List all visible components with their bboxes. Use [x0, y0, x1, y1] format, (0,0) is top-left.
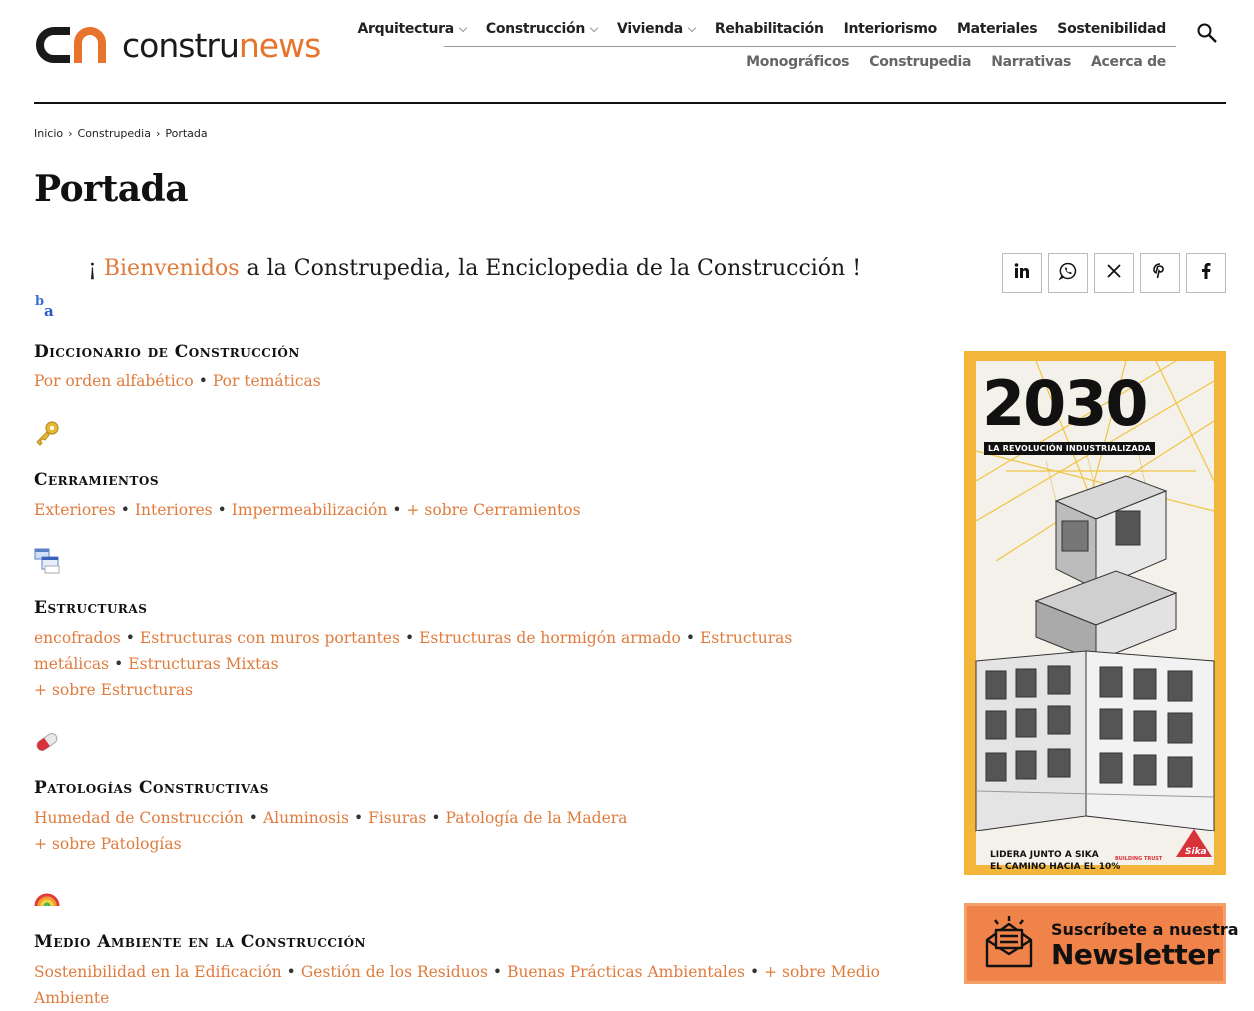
- topic-link[interactable]: Patología de la Madera: [445, 809, 628, 827]
- breadcrumb-item[interactable]: Inicio: [34, 127, 64, 140]
- nav-item-sostenibilidad[interactable]: [1057, 21, 1166, 37]
- windows-icon: [34, 548, 60, 574]
- topic-link[interactable]: Sostenibilidad en la Edificación: [34, 963, 282, 981]
- topic-link[interactable]: Por temáticas: [212, 372, 321, 390]
- nav-item-label: Materiales: [956, 21, 1038, 37]
- nav-item-label: Vivienda: [617, 21, 683, 37]
- chevron-down-icon: [590, 23, 598, 31]
- topic-link[interactable]: Aluminosis: [262, 809, 349, 827]
- link-separator: •: [353, 809, 364, 827]
- ad-tagline: LA REVOLUCIÓN INDUSTRIALIZADA: [984, 442, 1155, 455]
- section-links-patologias: [34, 805, 924, 857]
- topic-link[interactable]: Interiores: [134, 501, 213, 519]
- share-linkedin-button[interactable]: [1002, 253, 1042, 293]
- chevron-down-icon: [688, 23, 696, 31]
- breadcrumb-separator: ›: [155, 127, 161, 140]
- topic-link[interactable]: Impermeabilización: [231, 501, 388, 519]
- ad-year: 2030: [982, 367, 1147, 440]
- svg-text:a: a: [44, 302, 54, 320]
- link-row: [34, 368, 924, 394]
- page-title: Portada: [34, 168, 189, 210]
- nav-item-materiales[interactable]: [957, 21, 1037, 37]
- link-separator: •: [286, 963, 296, 981]
- welcome-open: ¡: [88, 256, 104, 281]
- topic-link[interactable]: Por orden alfabético: [34, 372, 194, 390]
- advertisement-banner[interactable]: [964, 351, 1226, 875]
- nav-item-label: Construcción: [485, 21, 586, 37]
- section-title-estructuras: Estructuras: [34, 598, 148, 618]
- logo-mark-icon: [34, 23, 118, 67]
- breadcrumb-separator: ›: [68, 127, 73, 140]
- topic-link[interactable]: + sobre Cerramientos: [406, 501, 581, 519]
- share-facebook-button[interactable]: [1186, 253, 1226, 293]
- site-logo[interactable]: [34, 22, 344, 68]
- nav-secondary-item-3[interactable]: Acerca de: [1091, 54, 1166, 70]
- newsletter-line-2: Newsletter: [1051, 938, 1220, 971]
- ad-cta-line-1: LIDERA JUNTO A SIKA: [990, 850, 1099, 860]
- nav-item-label: Arquitectura: [357, 21, 454, 37]
- link-separator: •: [492, 963, 503, 981]
- link-row: [34, 677, 924, 703]
- link-separator: •: [404, 629, 415, 647]
- nav-item-interiorismo[interactable]: [844, 21, 937, 37]
- primary-navigation: [357, 12, 1176, 47]
- link-row: [34, 805, 924, 831]
- breadcrumb-item[interactable]: Construpedia: [77, 127, 151, 140]
- logo-part-1: constru: [122, 25, 239, 65]
- newsletter-signup-banner[interactable]: [964, 903, 1239, 984]
- sika-logo-icon: [1174, 827, 1214, 859]
- nav-item-rehabilitación[interactable]: [715, 21, 824, 37]
- nav-item-label: Sostenibilidad: [1057, 21, 1166, 37]
- topic-link[interactable]: Estructuras Mixtas: [128, 655, 279, 673]
- ad-cta-line-2: EL CAMINO HACIA EL 10%: [990, 862, 1121, 872]
- nav-item-label: Interiorismo: [843, 21, 937, 37]
- pinterest-icon: [1153, 263, 1167, 283]
- link-separator: •: [125, 629, 135, 647]
- topic-link[interactable]: + sobre Medio Ambiente: [34, 963, 880, 1007]
- share-x-button[interactable]: [1094, 253, 1134, 293]
- facebook-icon: [1201, 263, 1211, 283]
- chevron-down-icon: [459, 23, 467, 31]
- nav-secondary-item-1[interactable]: Construpedia: [869, 54, 972, 70]
- link-row: [34, 959, 924, 1011]
- linkedin-icon: [1014, 263, 1030, 283]
- section-title-patologias: Patologías Constructivas: [34, 778, 269, 798]
- newsletter-envelope-icon: [981, 916, 1037, 972]
- link-separator: •: [431, 809, 441, 827]
- share-pinterest-button[interactable]: [1140, 253, 1180, 293]
- topic-link[interactable]: Humedad de Construcción: [34, 809, 244, 827]
- share-whatsapp-button[interactable]: [1048, 253, 1088, 293]
- nav-item-arquitectura[interactable]: [357, 21, 465, 37]
- link-row: [34, 497, 924, 523]
- link-separator: •: [120, 501, 130, 519]
- svg-text:b: b: [35, 294, 45, 309]
- topic-link[interactable]: Exteriores: [34, 501, 116, 519]
- header-divider: [34, 102, 1226, 104]
- key-icon: [34, 420, 60, 446]
- pill-icon: [34, 729, 60, 755]
- topic-link[interactable]: encofrados: [34, 629, 121, 647]
- topic-link[interactable]: Buenas Prácticas Ambientales: [507, 963, 745, 981]
- secondary-navigation: [444, 50, 1176, 74]
- breadcrumb-item: Portada: [165, 127, 208, 140]
- nav-secondary-item-0[interactable]: Monográficos: [746, 54, 850, 70]
- section-links-diccionario: [34, 368, 924, 394]
- ad-artwork: [976, 361, 1214, 872]
- section-links-medio-ambiente: [34, 959, 924, 1011]
- welcome-heading: [88, 256, 861, 281]
- welcome-highlight: Bienvenidos: [103, 256, 240, 281]
- rainbow-icon: [34, 882, 60, 908]
- welcome-rest: a la Construpedia, la Enciclopedia de la Construcción !: [239, 256, 862, 281]
- link-row: [34, 625, 924, 677]
- dictionary-icon: [34, 292, 60, 318]
- ad-brand-name: Sika: [1185, 847, 1207, 857]
- link-separator: •: [749, 963, 760, 981]
- nav-secondary-item-2[interactable]: Narrativas: [991, 54, 1072, 70]
- ad-cta: [990, 849, 1120, 873]
- section-title-diccionario: Diccionario de Construcción: [34, 342, 300, 362]
- logo-text: [122, 25, 321, 65]
- ad-brand-sub: BUILDING TRUST: [1115, 856, 1163, 862]
- section-links-cerramientos: [34, 497, 924, 523]
- topic-link[interactable]: Estructuras de hormigón armado: [419, 629, 681, 647]
- link-separator: •: [685, 629, 695, 647]
- logo-part-2: news: [238, 25, 321, 65]
- x-icon: [1107, 264, 1121, 282]
- section-links-estructuras: [34, 625, 924, 703]
- share-buttons: [1002, 253, 1226, 293]
- link-row: [34, 831, 924, 857]
- newsletter-line-1: Suscríbete a nuestra: [1051, 920, 1239, 939]
- section-title-cerramientos: Cerramientos: [34, 470, 159, 490]
- link-separator: •: [217, 501, 227, 519]
- topic-link[interactable]: + sobre Patologías: [34, 835, 182, 853]
- topic-link[interactable]: Estructuras metálicas: [34, 629, 793, 673]
- topic-link[interactable]: Estructuras con muros portantes: [139, 629, 400, 647]
- nav-item-label: Rehabilitación: [714, 21, 824, 37]
- topic-link[interactable]: Gestión de los Residuos: [300, 963, 488, 981]
- link-separator: •: [248, 809, 258, 827]
- nav-item-vivienda[interactable]: [617, 21, 695, 37]
- section-title-medio-ambiente: Medio Ambiente en la Construcción: [34, 932, 367, 952]
- link-separator: •: [114, 655, 124, 673]
- whatsapp-icon: [1059, 262, 1077, 284]
- topic-link[interactable]: Fisuras: [368, 809, 427, 827]
- nav-item-construcción[interactable]: [486, 21, 597, 37]
- breadcrumb: [34, 127, 208, 140]
- link-separator: •: [392, 501, 402, 519]
- search-icon[interactable]: [1196, 22, 1218, 44]
- link-separator: •: [198, 372, 208, 390]
- topic-link[interactable]: + sobre Estructuras: [34, 681, 194, 699]
